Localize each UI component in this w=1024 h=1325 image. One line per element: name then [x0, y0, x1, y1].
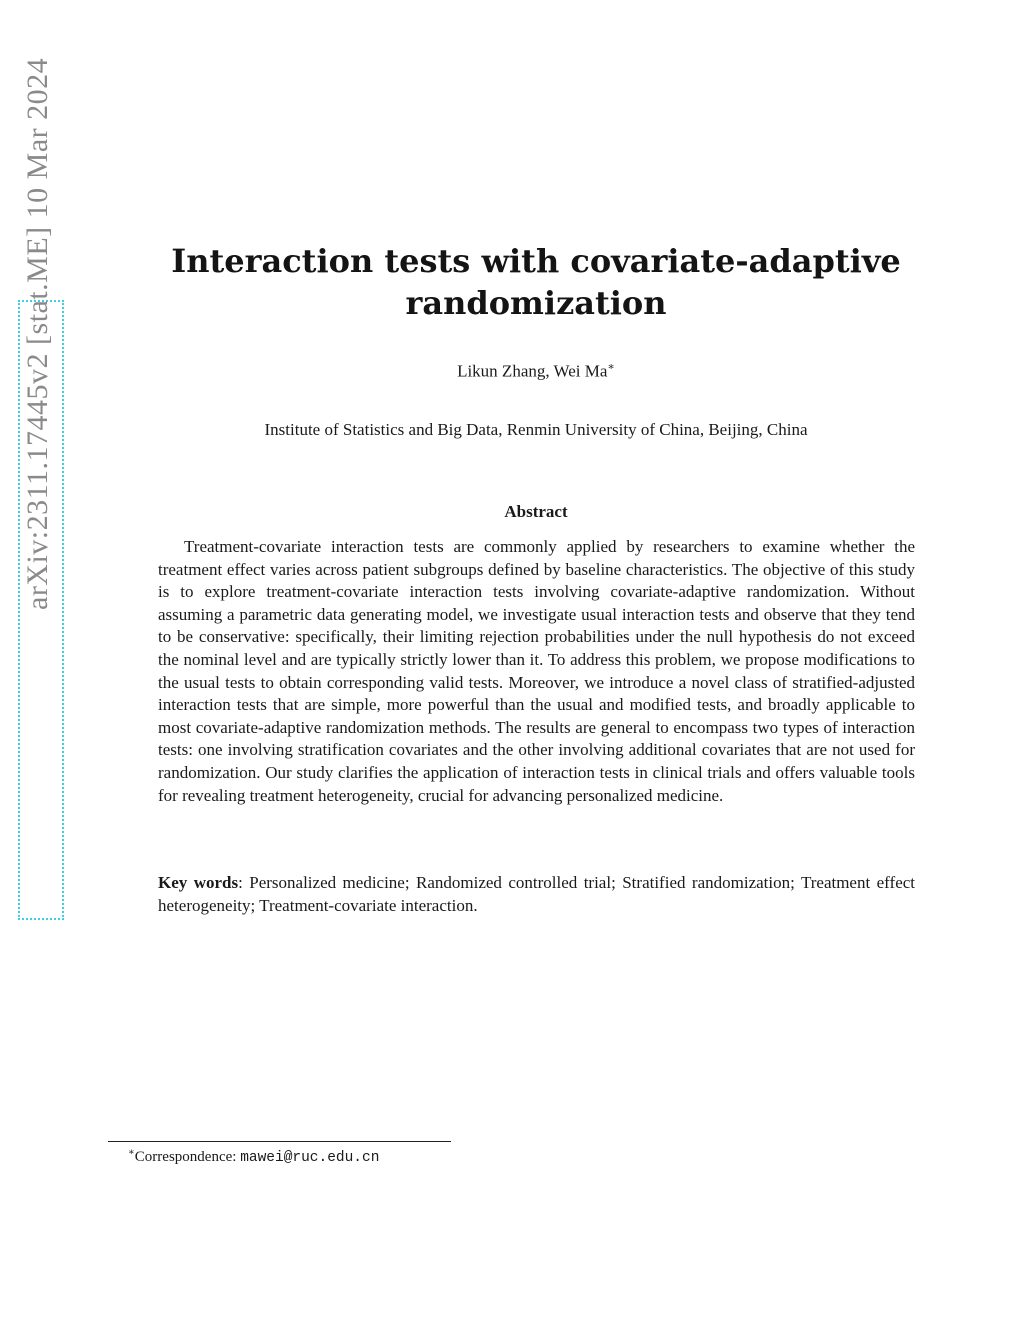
- keywords-separator: :: [238, 873, 243, 892]
- footnote-rule: [108, 1141, 451, 1142]
- footnote-marker: ∗: [128, 1147, 135, 1158]
- footnote: [128, 1147, 379, 1166]
- authors-line: [150, 360, 922, 382]
- arxiv-identifier[interactable]: arXiv:2311.17445v2 [stat.ME] 10 Mar 2024: [21, 57, 54, 610]
- abstract-heading: Abstract: [504, 502, 568, 521]
- affiliation: Institute of Statistics and Big Data, Renmin University of China, Beijing, China: [264, 420, 808, 439]
- abstract-body: Treatment-covariate interaction tests are commonly applied by researchers to examine whether the treatment effect varies across patient subgroups defined by baseline characteristics. The objective of this study is to explore treatment-covariate interaction tests involving covariate-adaptive randomization. Without assuming a parametric data generating model, we investigate usual interaction tests and observe that they tend to be conservative: specifically, their limiting rejection probabilities under the null hypothesis do not exceed the nominal level and are typically strictly lower than it. To address this problem, we propose modifications to the usual tests to obtain corresponding valid tests. Moreover, we introduce a novel class of stratified-adjusted interaction tests that are simple, more powerful than the usual and modified tests, and broadly applicable to most covariate-adaptive randomization methods. The results are general to encompass two types of interaction tests: one involving stratification covariates and the other involving additional covariates that are not used for randomization. Our study clarifies the application of interaction tests in clinical trials and offers valuable tools for revealing treatment heterogeneity, crucial for advancing personalized medicine.: [158, 537, 915, 805]
- correspondence-marker: ∗: [607, 361, 615, 373]
- paper-title: Interaction tests with covariate-adaptive randomization: [171, 242, 901, 322]
- footnote-label: Correspondence:: [134, 1149, 241, 1165]
- keywords: [158, 872, 915, 917]
- keywords-text: Personalized medicine; Randomized controlled trial; Stratified randomization; Treatment effect heterogeneity; Treatment-covariate interaction.: [158, 873, 916, 915]
- keywords-label: Key words: [158, 873, 239, 892]
- author-names: Likun Zhang, Wei Ma: [457, 361, 608, 381]
- correspondence-email[interactable]: mawei@ruc.edu.cn: [240, 1150, 380, 1166]
